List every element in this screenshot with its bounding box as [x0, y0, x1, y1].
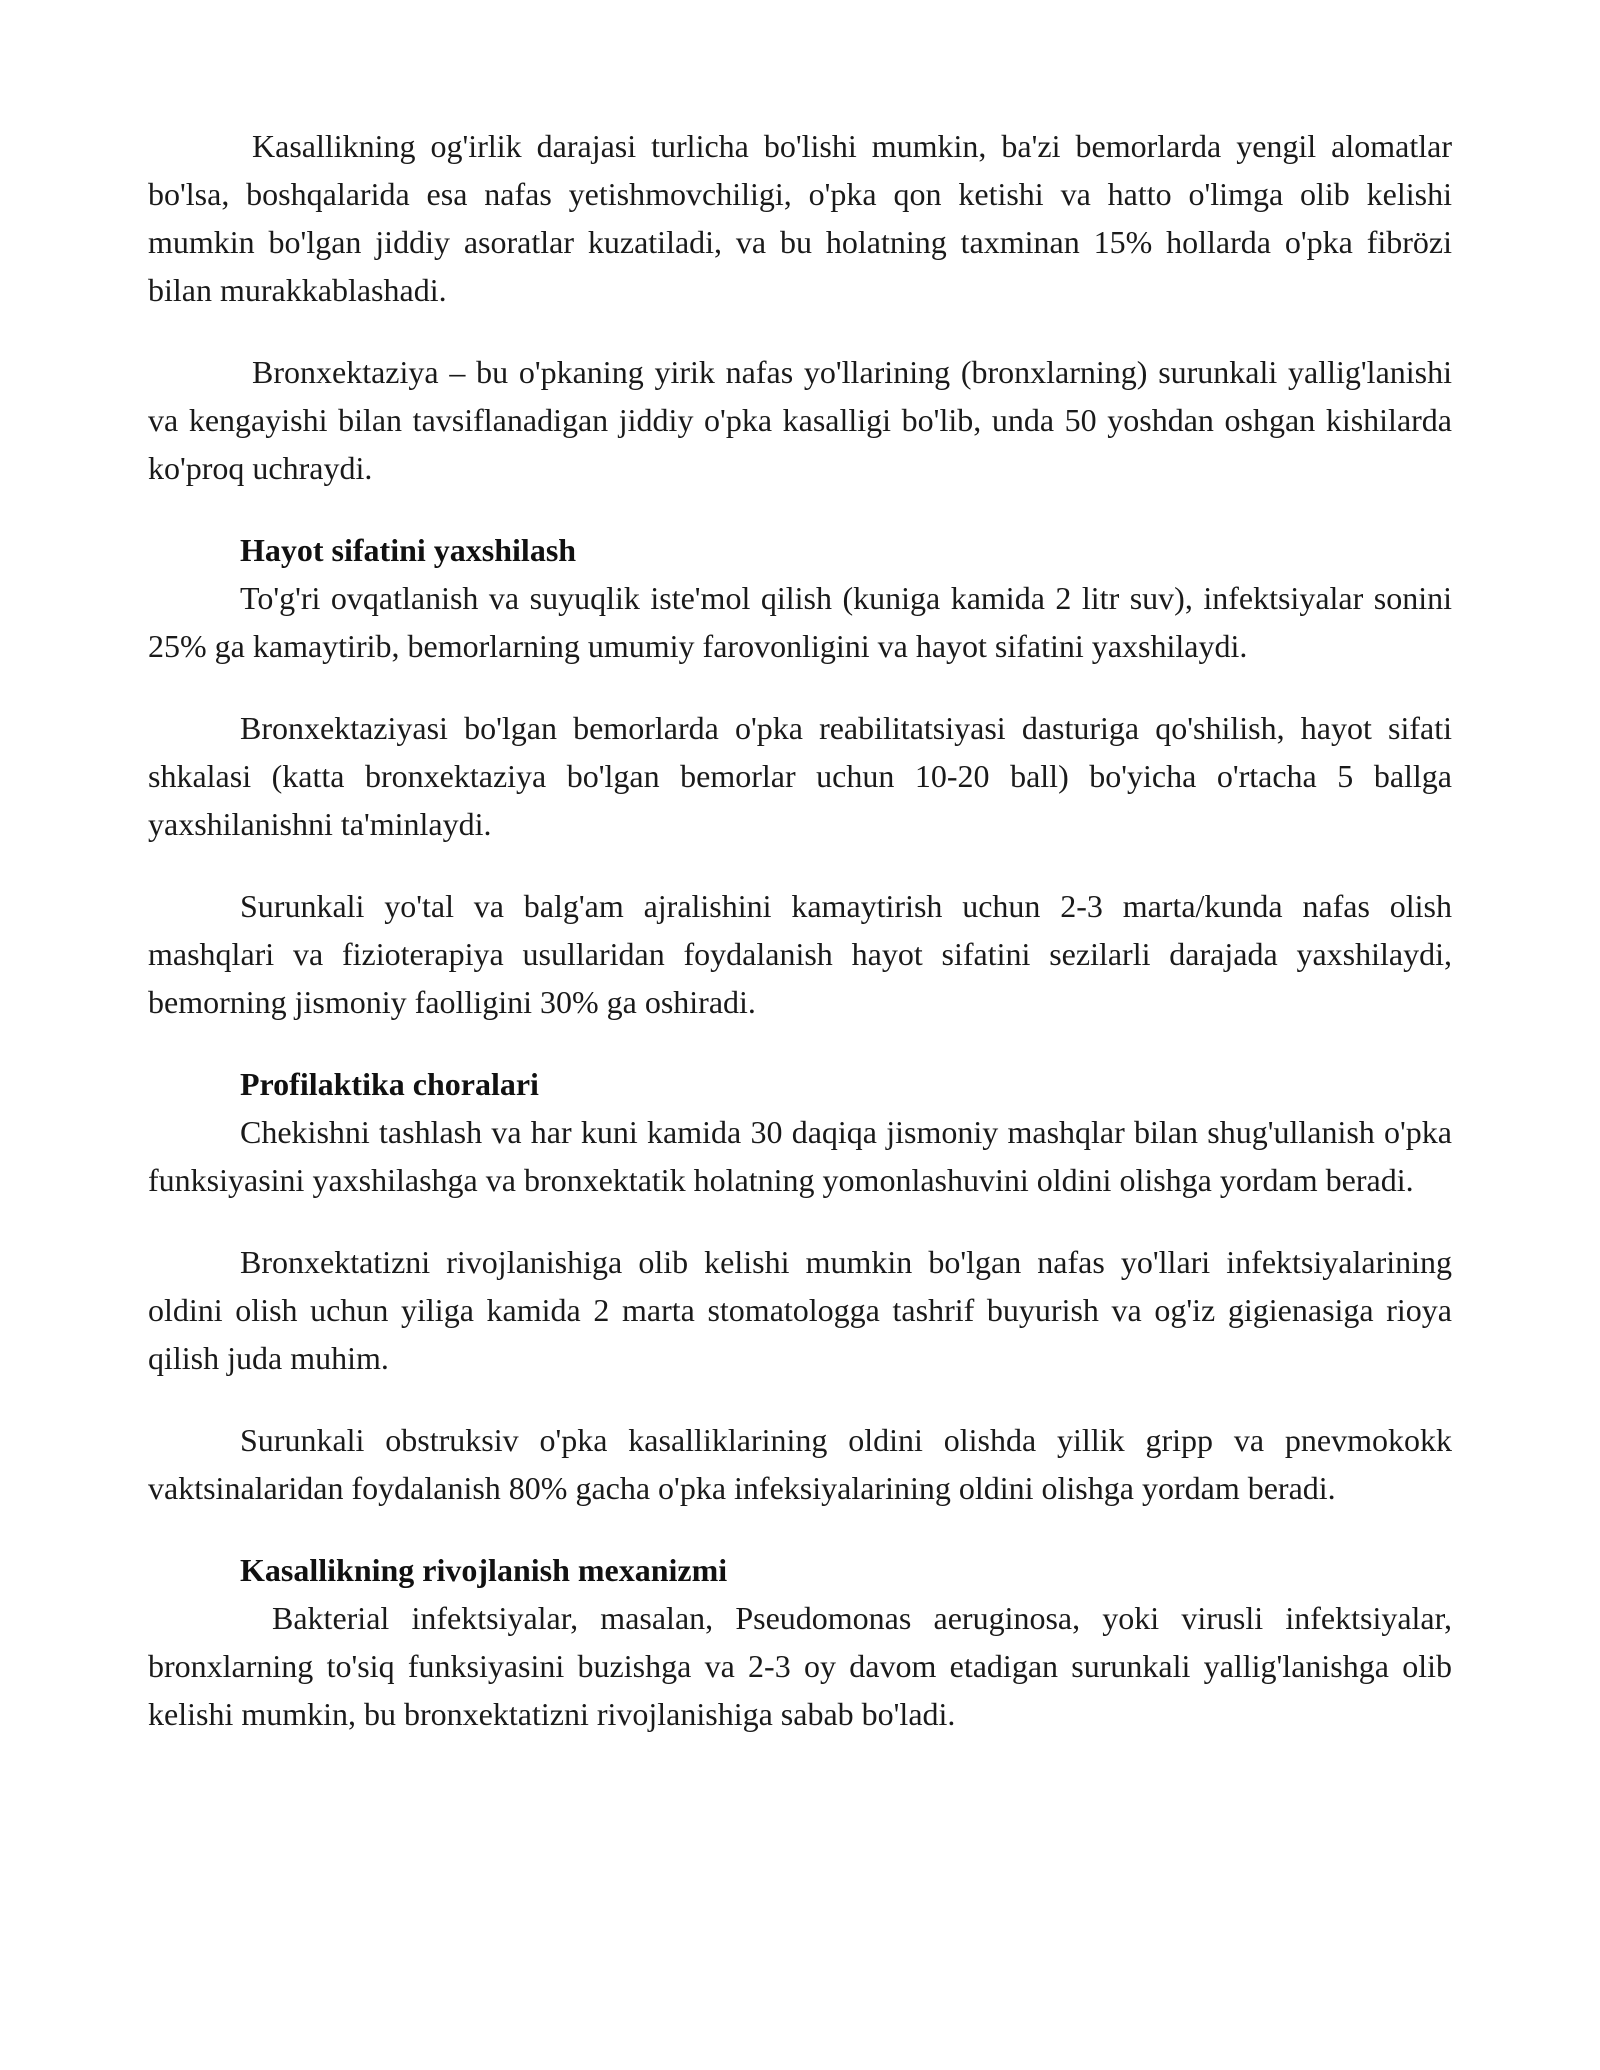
paragraph-smoking-cessation: Chekishni tashlash va har kuni kamida 30 daqiqa jismoniy mashqlar bilan shug'ullanish o'pka funksiyasini yaxshilashga va bronxektatik holatning yomonlashuvini oldini olishga yordam beradi.: [148, 1114, 1452, 1198]
paragraph-bronchiectasis-definition: Bronxektaziya – bu o'pkaning yirik nafas yo'llarining (bronxlarning) surunkali yallig'lanishi va kengayishi bilan tavsiflanadigan jiddiy o'pka kasalligi bo'lib, unda 50 yoshdan oshgan kishilarda ko'proq uchraydi.: [148, 354, 1452, 486]
paragraph-vaccination: Surunkali obstruksiv o'pka kasalliklarining oldini olishda yillik gripp va pnevmokokk vaktsinalaridan foydalanish 80% gacha o'pka infeksiyalarining oldini olishga yordam beradi.: [148, 1422, 1452, 1506]
paragraph-severity: Kasallikning og'irlik darajasi turlicha bo'lishi mumkin, ba'zi bemorlarda yengil alomatlar bo'lsa, boshqalarida esa nafas yetishmovchiligi, o'pka qon ketishi va hatto o'limga olib kelishi mumkin bo'lgan jiddiy asoratlar kuzatiladi, va bu holatning taxminan 15% hollarda o'pka fibrözi bilan murakkablashadi.: [148, 128, 1452, 308]
section-heading-prevention: Profilaktika choralari: [240, 1066, 539, 1102]
section-heading-mechanism: Kasallikning rivojlanish mexanizmi: [240, 1552, 728, 1588]
paragraph-dental-hygiene: Bronxektatizni rivojlanishiga olib kelishi mumkin bo'lgan nafas yo'llari infektsiyalarining oldini olish uchun yiliga kamida 2 marta stomatologga tashrif buyurish va og'iz gigienasiga rioya qilish juda muhim.: [148, 1244, 1452, 1376]
paragraph-nutrition: To'g'ri ovqatlanish va suyuqlik iste'mol qilish (kuniga kamida 2 litr suv), infektsiyalar sonini 25% ga kamaytirib, bemorlarning umumiy farovonligini va hayot sifatini yaxshilaydi.: [148, 580, 1452, 664]
document-page: [148, 122, 1452, 1738]
paragraph-breathing-exercises: Surunkali yo'tal va balg'am ajralishini kamaytirish uchun 2-3 marta/kunda nafas olish mashqlari va fizioterapiya usullaridan foydalanish hayot sifatini sezilarli darajada yaxshilaydi, bemorning jismoniy faolligini 30% ga oshiradi.: [148, 888, 1452, 1020]
section-heading-quality-of-life: Hayot sifatini yaxshilash: [240, 532, 577, 568]
paragraph-infections: Bakterial infektsiyalar, masalan, Pseudomonas aeruginosa, yoki virusli infektsiyalar, bronxlarning to'siq funksiyasini buzishga va 2-3 oy davom etadigan surunkali yallig'lanishga olib kelishi mumkin, bu bronxektatizni rivojlanishiga sabab bo'ladi.: [148, 1600, 1452, 1732]
paragraph-rehabilitation: Bronxektaziyasi bo'lgan bemorlarda o'pka reabilitatsiyasi dasturiga qo'shilish, hayot sifati shkalasi (katta bronxektaziya bo'lgan bemorlar uchun 10-20 ball) bo'yicha o'rtacha 5 ballga yaxshilanishni ta'minlaydi.: [148, 710, 1452, 842]
